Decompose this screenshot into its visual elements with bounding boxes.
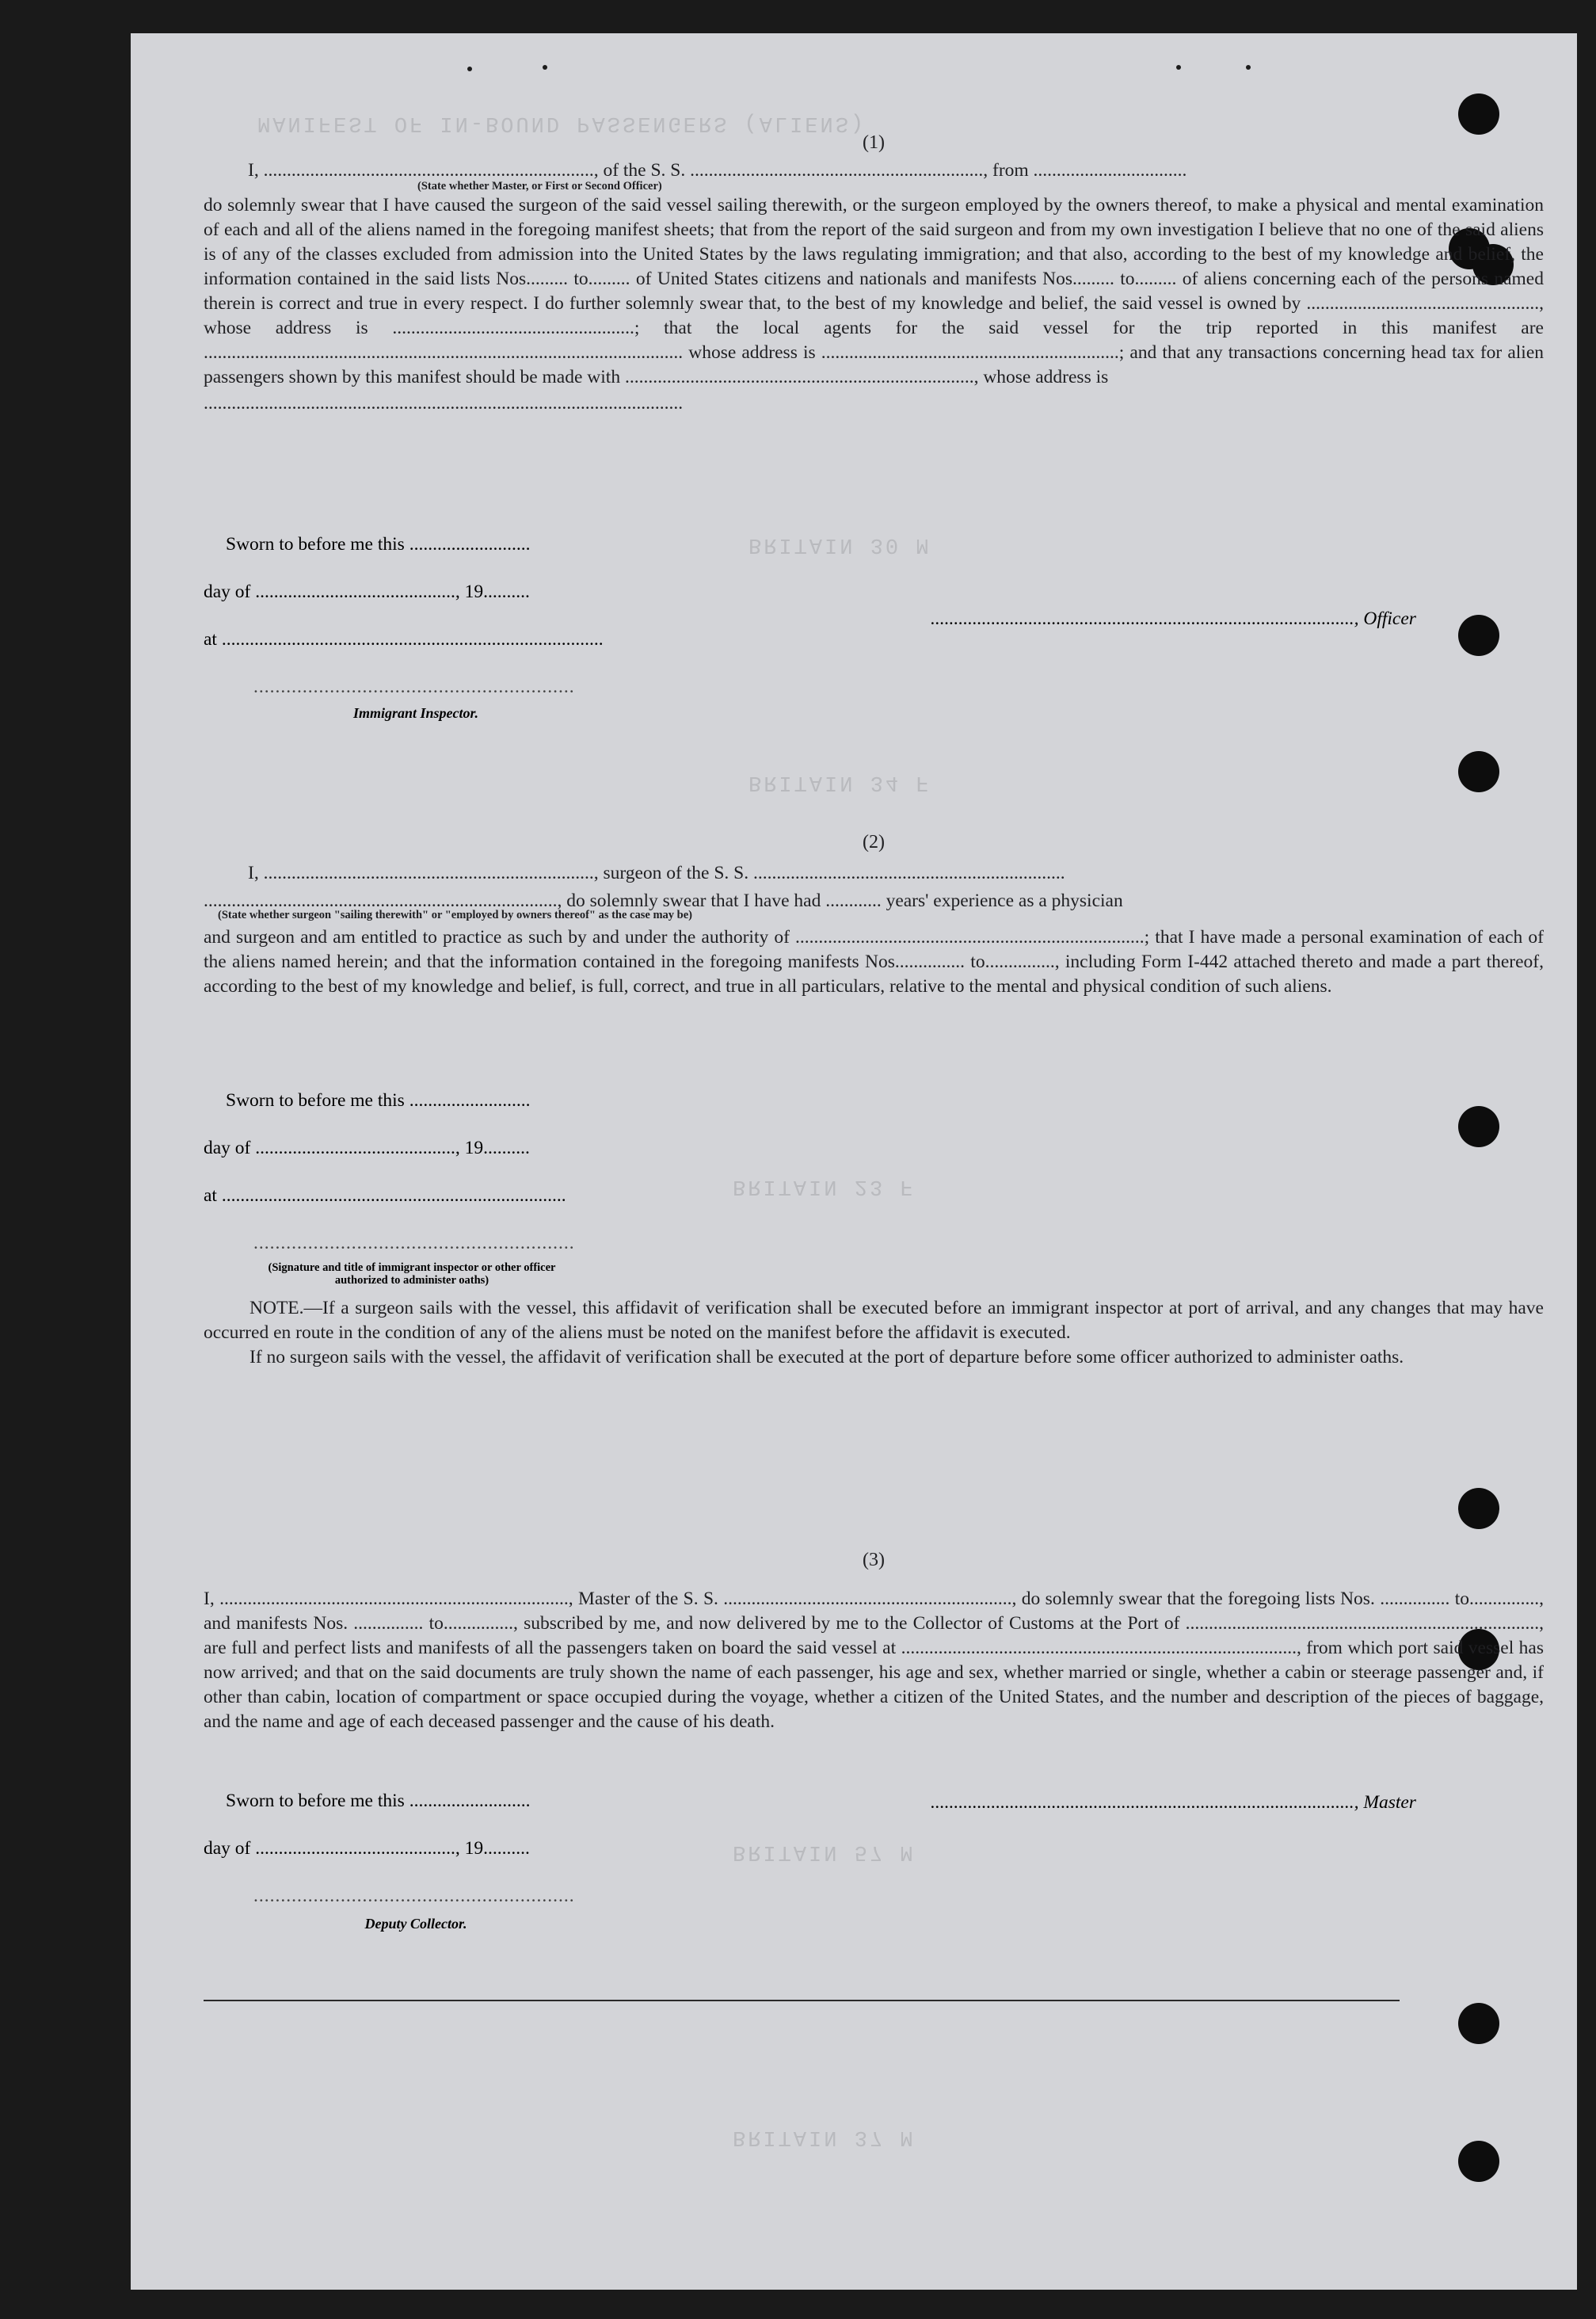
binder-hole [1458,615,1499,656]
oath-body: do solemnly swear that I have caused the surgeon of the said vessel sailing therewith, or the surgeon employed by the owners thereof, to make a physical and mental examination of each and all of the aliens named in the foregoing manifest sheets; that from the report of the said surgeon and from my own investigation I believe that no one of the said aliens is of any of the classes excluded from admission into the United States by the laws regulating immigration; and that also, according to the best of my knowledge and belief, the information contained in the said lists Nos......... to......... of United States citizens and nationals and manifests Nos......... to......... of aliens concerning each of the persons named therein is correct and true in every respect. I do further solemnly swear that, to the best of my knowledge and belief, the said vessel is owned by .................................................., whose address is ....................................................; that the local agents for the said vessel for the trip reported in this manifest are ....................................................................................................... whose address is ................................................................; and that any transactions concerning head tax for alien passengers shown by this manifest should be made with ..........................................................................., whose address is [204,195,1544,387]
binder-hole [1458,2141,1499,2182]
bleed-through-text: BRITAIN 34 F [748,770,931,794]
sworn-line: Sworn to before me this .......................... [226,534,531,555]
signature-caption: (Signature and title of immigrant inspector or other officer authorized to administer oaths) [268,1261,556,1287]
binder-hole [1458,751,1499,792]
binder-hole [1458,1488,1499,1529]
master-signature: ..........................................................................................., Master [931,1792,1416,1813]
day-line: day of ..........................................., 19.......... [204,582,530,602]
day-line: day of ..........................................., 19.......... [204,1838,530,1859]
oath-body: and surgeon and am entitled to practice as such by and under the authority of ...........................................................................; that I have made a personal examination of each of the aliens named herein; and that the information contained in the foregoing manifests Nos............... to..............., including Form I-442 attached thereto and made a part thereof, according to the best of my knowledge and belief, is full, correct, and true in all particulars, relative to the mental and physical condition of such aliens. [204,927,1544,997]
note-block [204,1296,1544,1370]
bleed-through-text: BRITAIN 57 M [733,1840,916,1863]
ink-speck [543,65,547,70]
bleed-through-text: BRITAIN 37 M [733,2125,916,2149]
ink-speck [1176,65,1181,70]
at-line: at .................................................................................. [204,629,604,650]
oath-body: I, ..........................................................................., Master of the S. S. .............................................................., do solemnly swear that the foregoing lists Nos. ............... to..............., and manifests Nos. ............... to..............., subscribed by me, and now delivered by me to the Collector of Customs at the Port of ............................................................................, are full and perfect lists and manifests of all the passengers taken on board the said vessel at ....................................................................................., from which port said vessel has now arrived; and that on the said documents are truly shown the name of each passenger, his age and sex, whether married or single, whether a cabin or steerage passenger and, if other than cabin, location of compartment or space occupied during the voyage, whether a citizen of the United States, and the number and description of the pieces of baggage, and the name and age of each deceased passenger and the cause of his death. [204,1589,1544,1732]
bleed-through-text: BRITAIN 30 M [748,532,931,556]
field-caption: (State whether Master, or First or Second Officer) [417,180,662,193]
officer-signature: ..........................................................................................., Officer [931,608,1416,629]
signature-line: ........................................................... [253,677,575,697]
signature-line: ........................................................... [253,1233,575,1253]
signature-line: ........................................................... [253,1886,575,1906]
binder-hole [1458,2003,1499,2044]
section-3 [204,1550,1544,1734]
at-line: at .......................................................................... [204,1185,566,1206]
note-paragraph: NOTE.—If a surgeon sails with the vessel, this affidavit of verification shall be executed before an immigrant inspector at port of arrival, and any changes that may have occurred en route in the condition of any of the aliens must be noted on the manifest before the affidavit is executed. [204,1298,1544,1343]
ink-speck [1246,65,1251,70]
surgeon-line-2: ............................................................................, do solemnly swear that I have had ............ years' experience as a physician [204,891,1123,911]
field-caption: (State whether surgeon "sailing therewith" or "employed by owners thereof" as the case may be) [218,909,692,921]
section-number: (1) [863,132,885,153]
sworn-line: Sworn to before me this .......................... [226,1090,531,1111]
bleed-through-text: BRITAIN 23 F [733,1174,916,1198]
binder-hole [1458,93,1499,135]
address-tail: ....................................................................................................... [204,393,684,414]
bottom-rule [204,2000,1400,2001]
section-number: (3) [863,1550,885,1570]
bleed-through-text: MANIFEST OF IN-BOUND PASSENGERS (ALIENS) [257,111,867,135]
officer-line: I, ......................................................................., of the S. S. ..............................................................., from ................................. [248,160,1187,181]
note-paragraph: If no surgeon sails with the vessel, the affidavit of verification shall be executed at the port of departure before some officer authorized to administer oaths. [249,1347,1404,1367]
day-line: day of ..........................................., 19.......... [204,1138,530,1158]
binder-hole [1458,1106,1499,1147]
section-2 [204,832,1544,999]
surgeon-line: I, ......................................................................., surgeon of the S. S. ................................................................... [248,863,1065,883]
section-1 [204,132,1544,416]
manifest-page [131,33,1577,2290]
ink-speck [467,67,472,71]
collector-caption: Deputy Collector. [364,1916,467,1932]
inspector-caption: Immigrant Inspector. [352,705,479,721]
section-number: (2) [863,832,885,852]
sworn-line: Sworn to before me this .......................... [226,1791,531,1811]
